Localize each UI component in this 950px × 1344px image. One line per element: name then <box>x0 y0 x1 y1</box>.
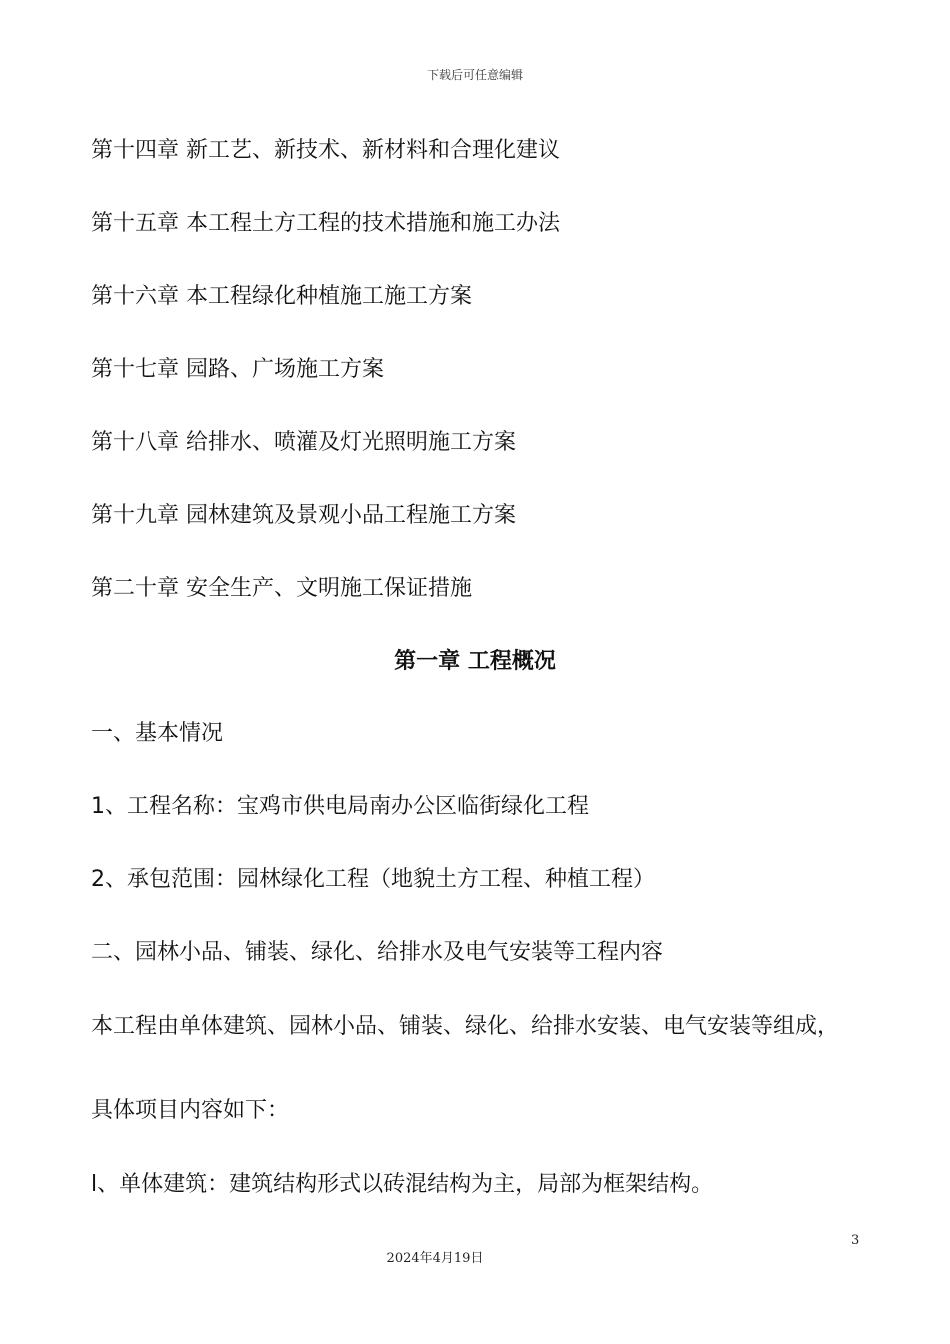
toc-item-chapter-19: 第十九章 园林建筑及景观小品工程施工方案 <box>91 503 516 528</box>
toc-item-chapter-16: 第十六章 本工程绿化种植施工施工方案 <box>91 284 472 309</box>
paragraph-single-building: l、单体建筑：建筑结构形式以砖混结构为主，局部为框架结构。 <box>91 1172 714 1197</box>
chapter-title: 第一章 工程概况 <box>394 649 556 674</box>
page-header: 下载后可任意编辑 <box>426 68 523 82</box>
toc-item-chapter-15: 第十五章 本工程土方工程的技术措施和施工办法 <box>91 211 560 236</box>
toc-item-chapter-17: 第十七章 园路、广场施工方案 <box>91 357 384 382</box>
paragraph-contract-scope: 2、承包范围：园林绿化工程（地貌土方工程、种植工程） <box>91 867 655 892</box>
section-heading-basic-info: 一、基本情况 <box>91 721 224 746</box>
footer-date: 2024年4月19日 <box>386 1251 484 1266</box>
toc-item-chapter-20: 第二十章 安全生产、文明施工保证措施 <box>91 576 472 601</box>
paragraph-project-name: 1、工程名称：宝鸡市供电局南办公区临街绿化工程 <box>91 794 589 819</box>
page-number: 3 <box>851 1233 860 1248</box>
paragraph-project-composition: 本工程由单体建筑、园林小品、铺装、绿化、给排水安装、电气安装等组成， <box>91 1014 840 1039</box>
toc-item-chapter-18: 第十八章 给排水、喷灌及灯光照明施工方案 <box>91 430 516 455</box>
paragraph-details-intro: 具体项目内容如下： <box>91 1098 290 1123</box>
section-heading-work-content: 二、园林小品、铺装、绿化、给排水及电气安装等工程内容 <box>91 940 664 965</box>
toc-item-chapter-14: 第十四章 新工艺、新技术、新材料和合理化建议 <box>91 138 560 163</box>
